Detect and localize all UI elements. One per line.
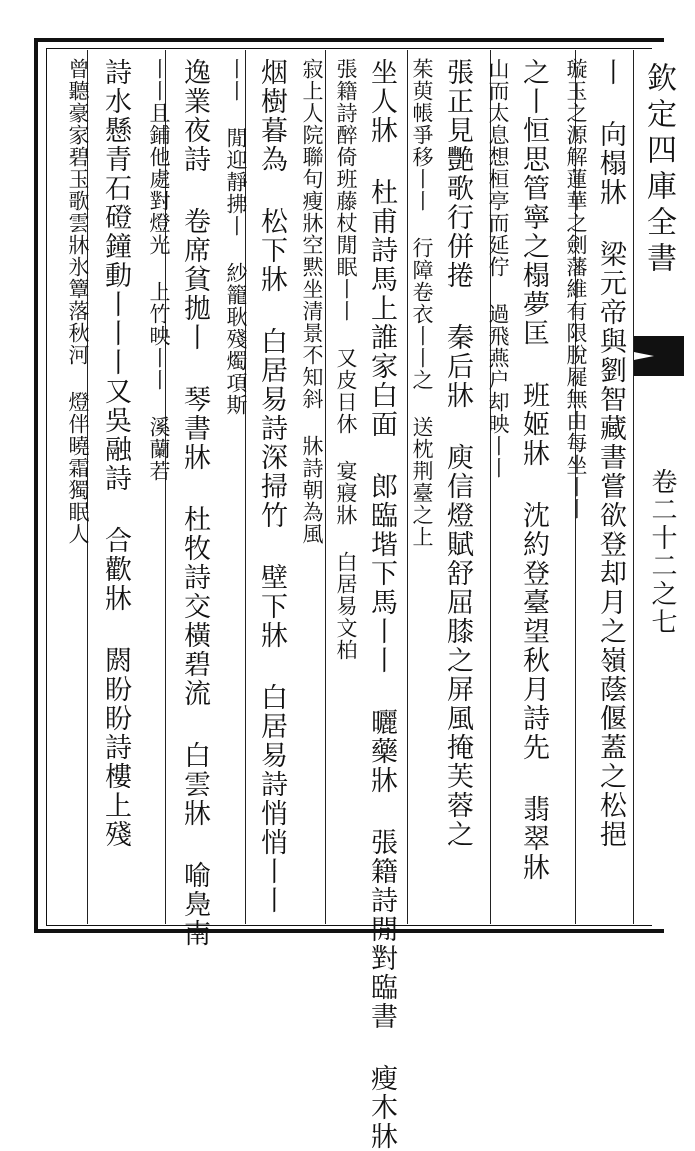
text-column: 丨丨且鋪他處對燈光 上竹映丨丨 溪蘭若 [147, 58, 171, 482]
text-column: 丨丨 閒迎靜拂丨 紗籠耿殘燭項斯 [224, 58, 248, 416]
text-column: 逸業夜詩 卷席貧拋丨 琴書牀 杜牧詩交橫碧流 白雲牀 喻鳧南 [179, 58, 210, 948]
text-column: 烟樹暮為 松下牀 白居易詩深掃竹 壁下牀 白居易詩悄悄丨丨 [256, 58, 287, 915]
fishtail-mark [634, 336, 684, 376]
page-margin [634, 52, 682, 922]
text-column: 坐人牀 杜甫詩馬上誰家白面 郎臨堦下馬丨丨 曬藥牀 張籍詩閒對臨書 瘦木牀 [366, 58, 397, 1151]
text-column: 曾聽豪家碧玉歌雲牀氷簟落秋河 燈伴曉霜獨眠人 [66, 58, 90, 545]
text-column: 山而太息想桓亭而延佇 過飛燕户却映丨丨 [486, 58, 510, 479]
text-column: 詩水懸青石磴鐘動丨丨丨又吳融詩 合歡牀 閼盼盼詩樓上殘 [100, 58, 131, 849]
book-title: 欽定四庫全書 [641, 62, 676, 278]
text-column: 之丨恒思管寧之榻夢匡 班姬牀 沈約登臺望秋月詩先 翡翠牀 [518, 58, 549, 882]
text-column: 寂上人院聯句瘦牀空黙坐清景不知斜 牀詩朝為風 [300, 58, 324, 545]
text-column: 張正見艷歌行併捲 秦后牀 庾信燈賦舒屈膝之屏風掩芙蓉之 [442, 58, 473, 849]
text-column: 丨 向榻牀 梁元帝與劉智藏書嘗欲登却月之嶺蔭偃蓋之松挹 [595, 58, 626, 849]
text-column: 茱萸帳爭移丨丨 行障卷衣丨丨之 送枕荆臺之上 [410, 58, 434, 548]
text-column: 璇玉之源解蓮華之劍藩維有限脫屣無由每坐丨丨 [564, 58, 588, 520]
text-column: 張籍詩醉倚班藤杖閒眠丨丨 又皮日休 宴寢牀 白居易文柏 [334, 58, 358, 661]
volume-label: 卷二十二之七 [647, 468, 677, 636]
